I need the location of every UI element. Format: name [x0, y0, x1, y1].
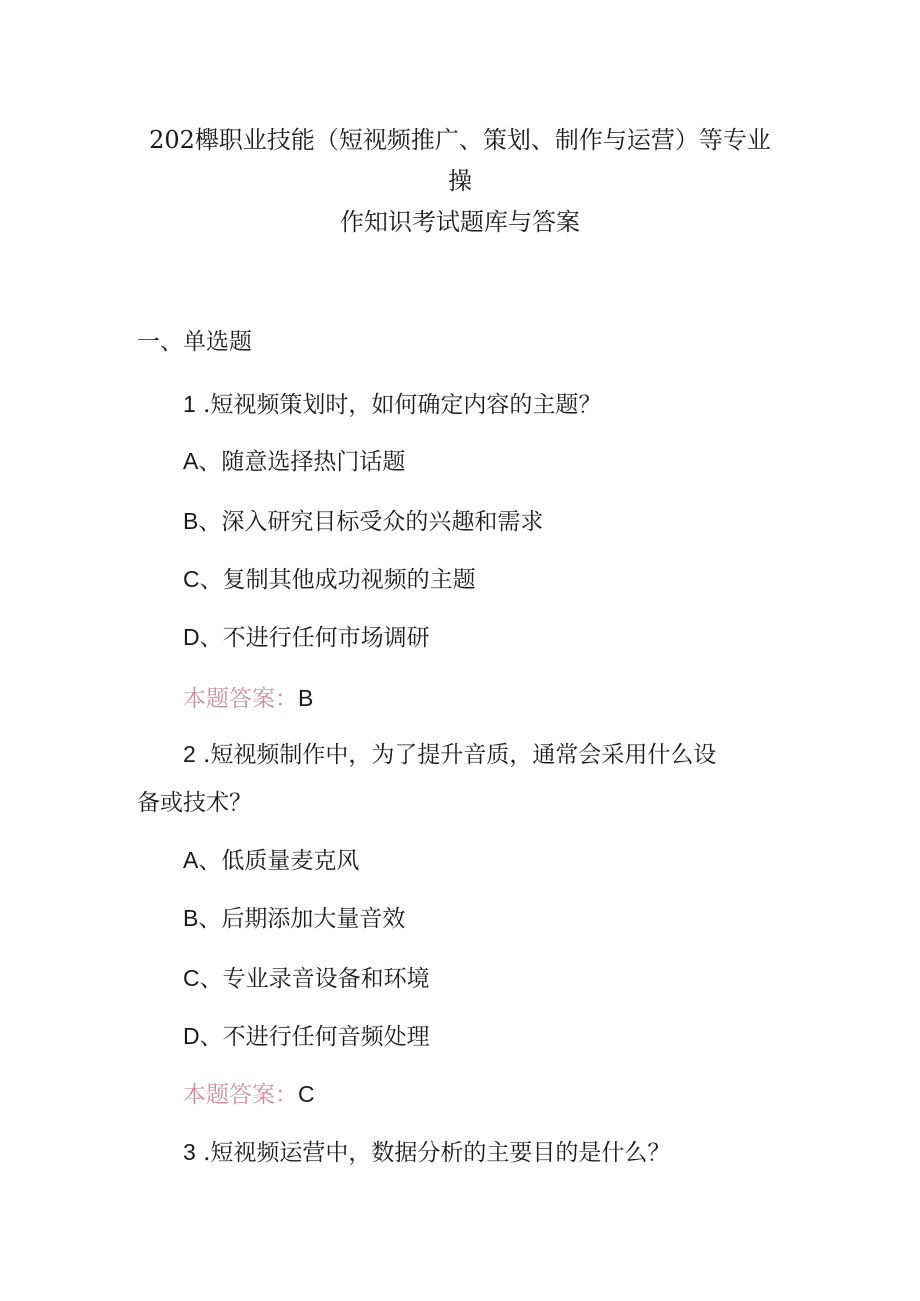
answer-1	[183, 683, 313, 714]
question-text: .短视频策划时，如何确定内容的主题？	[203, 392, 602, 418]
option-c	[183, 963, 430, 994]
option-d	[183, 1021, 430, 1052]
option-key: A	[183, 448, 199, 474]
option-key: D	[183, 624, 200, 650]
option-key: D	[183, 1023, 200, 1049]
answer-2	[183, 1079, 315, 1110]
document-title-line-2: 操	[448, 167, 472, 195]
option-text: 、专业录音设备和环境	[199, 966, 430, 992]
question-number: 2	[183, 741, 196, 767]
question-text: .短视频运营中，数据分析的主要目的是什么？	[203, 1140, 671, 1166]
answer-label: 本题答案：	[183, 686, 298, 712]
option-a	[183, 446, 405, 477]
option-text: 、深入研究目标受众的兴趣和需求	[198, 509, 544, 535]
answer-label: 本题答案：	[183, 1082, 298, 1108]
question-2	[183, 739, 716, 770]
option-key: A	[183, 847, 199, 873]
option-text: 、随意选择热门话题	[198, 449, 406, 475]
section-heading: 一、单选题	[137, 329, 252, 355]
option-a	[183, 845, 359, 876]
option-key: B	[183, 508, 199, 534]
option-text: 、低质量麦克风	[198, 848, 360, 874]
option-d	[183, 622, 430, 653]
option-key: C	[183, 566, 200, 592]
option-key: C	[183, 965, 200, 991]
option-c	[183, 564, 476, 595]
option-text: 、不进行任何音频处理	[199, 1024, 430, 1050]
document-title-line-1: 202櫸职业技能（短视频推广、策划、制作与运营）等专业	[149, 126, 771, 154]
option-text: 、不进行任何市场调研	[199, 625, 430, 651]
question-2-continuation: 备或技术？	[137, 790, 252, 816]
question-number: 3	[183, 1139, 196, 1165]
option-key: B	[183, 905, 199, 931]
question-number: 1	[183, 391, 196, 417]
question-1	[183, 389, 601, 420]
option-b	[183, 506, 543, 537]
question-text: .短视频制作中，为了提升音质，通常会采用什么设	[203, 742, 717, 768]
option-text: 、后期添加大量音效	[198, 906, 406, 932]
answer-value: B	[298, 685, 314, 711]
option-b	[183, 903, 405, 934]
answer-value: C	[298, 1081, 315, 1107]
document-title-line-3: 作知识考试题库与答案	[340, 208, 580, 236]
question-3	[183, 1137, 670, 1168]
option-text: 、复制其他成功视频的主题	[199, 567, 476, 593]
